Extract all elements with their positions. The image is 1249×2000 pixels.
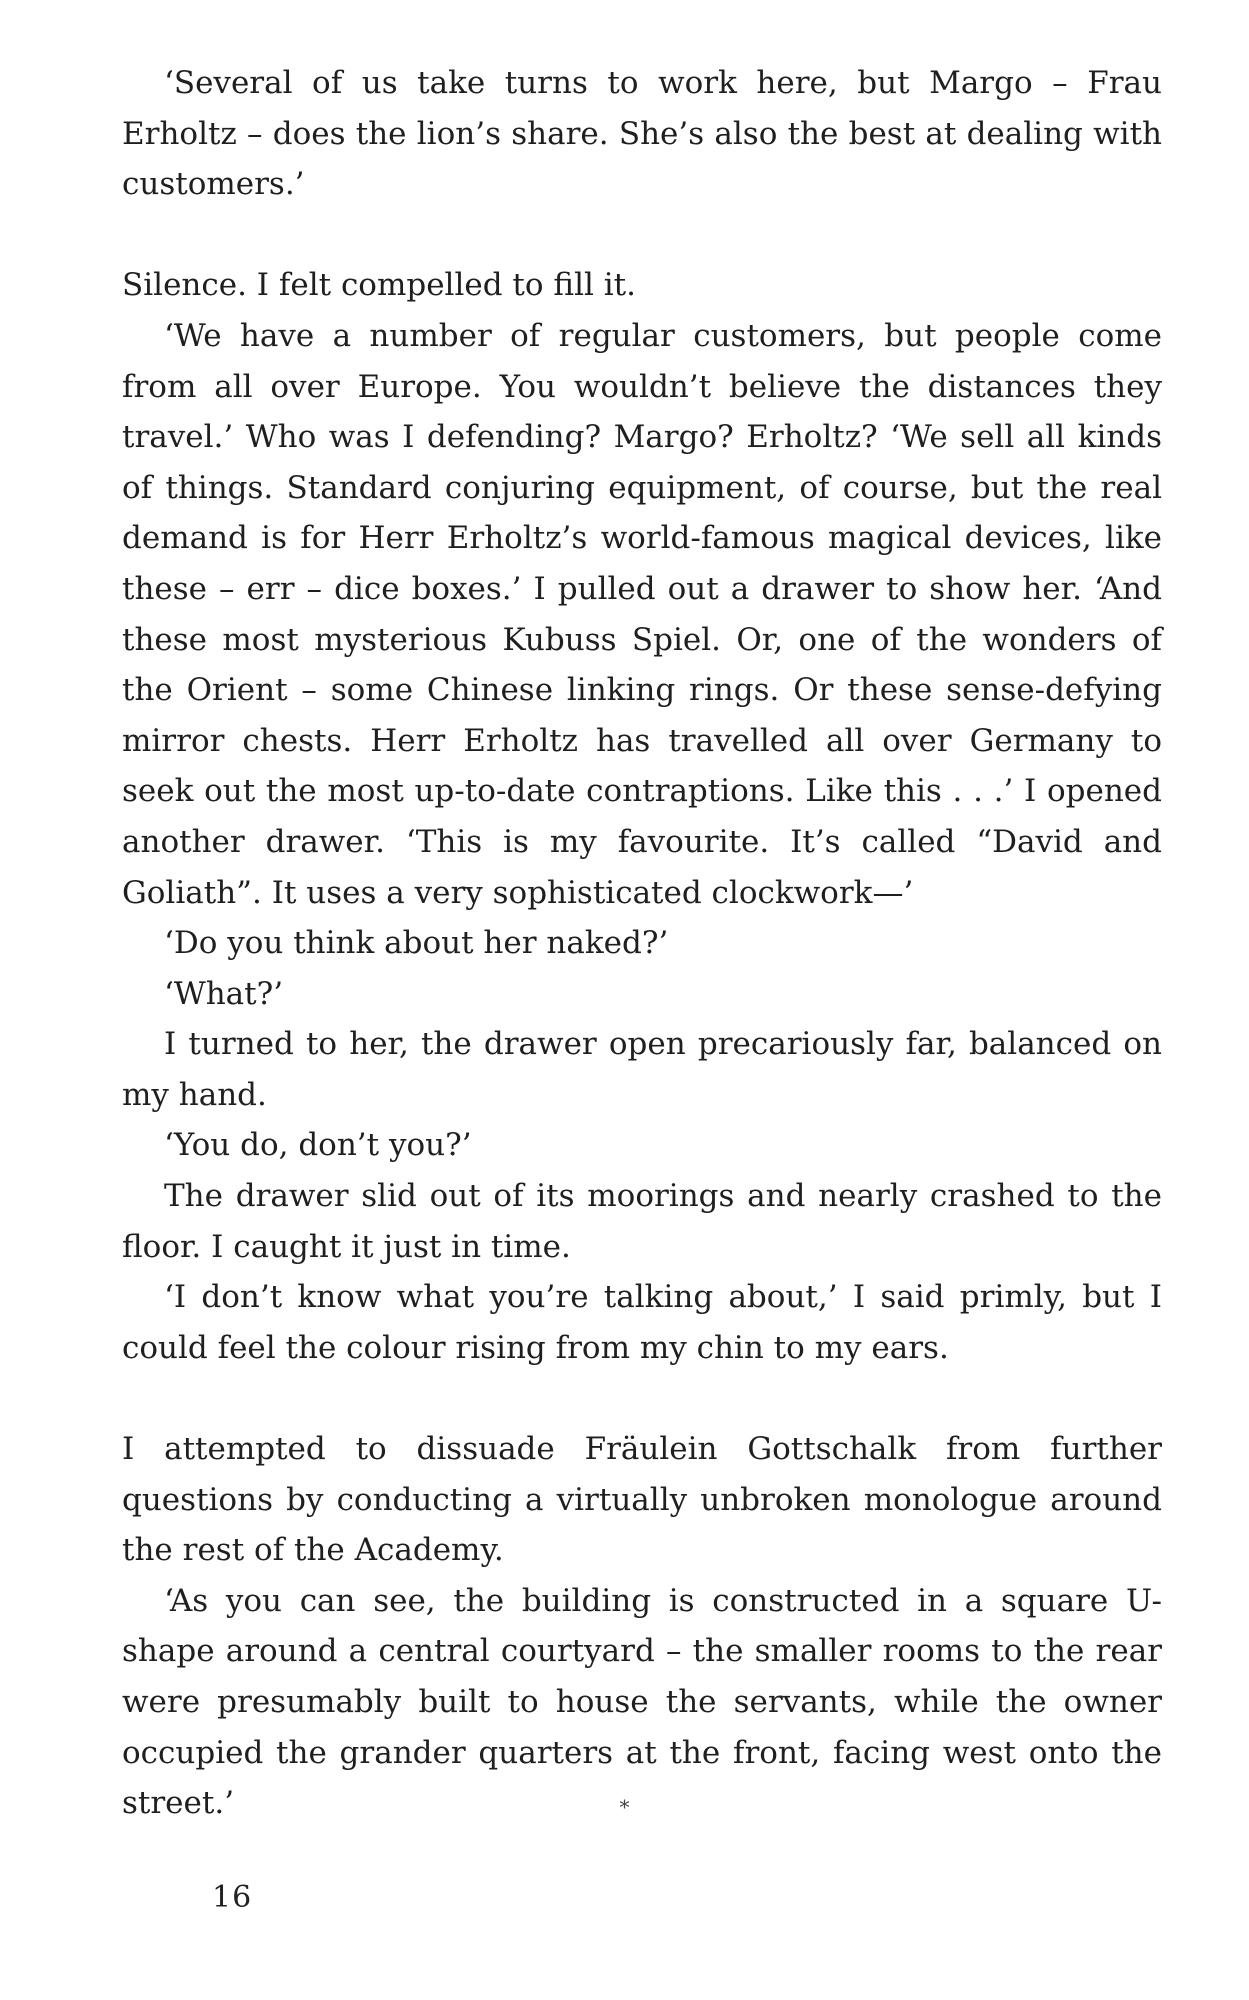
paragraph: ‘I don’t know what you’re talking about,’ I said primly, but I could feel the colour rising from my chin to my ears. <box>122 1279 1162 1366</box>
paragraph: Silence. I felt compelled to fill it. <box>122 267 636 304</box>
paragraph: I attempted to dissuade Fräulein Gottschalk from further questions by conducting a virtually unbroken monologue around the rest of the Academy. <box>122 1431 1162 1569</box>
paragraph: ‘What?’ <box>164 975 284 1012</box>
paragraph: ‘As you can see, the building is constructed in a square U-shape around a central courtyard – the smaller rooms to the rear were presumably built to house the servants, while the owner occupied the grander quarters at the front, facing west onto the street.’ <box>122 1582 1162 1822</box>
page-number: 16 <box>212 1880 253 1915</box>
paragraph: ‘Do you think about her naked?’ <box>164 925 669 962</box>
section-break-asterisk: * <box>619 1795 630 1819</box>
section-gap <box>122 1373 1162 1424</box>
paragraph: ‘We have a number of regular customers, but people come from all over Europe. You wouldn’t believe the distances they travel.’ Who was I defending? Margo? Erholtz? ‘We sell all kinds of things. Standard conjuring equipment, of course, but the real demand is for Herr Erholtz’s world-famous magical devices, like these – err – dice boxes.’ I pulled out a drawer to show her. ‘And these most mysterious Kubuss Spiel. Or, one of the wonders of the Orient – some Chinese linking rings. Or these sense-defying mirror chests. Herr Erholtz has travelled all over Germany to seek out the most up-to-date contraptions. Like this . . .’ I opened another drawer. ‘This is my favourite. It’s called “David and Goliath”. It uses a very sophisticated clockwork—’ <box>122 317 1162 911</box>
section-gap <box>122 210 1162 261</box>
paragraph: The drawer slid out of its moorings and nearly crashed to the floor. I caught it just in time. <box>122 1178 1162 1265</box>
paragraph: I turned to her, the drawer open precariously far, balanced on my hand. <box>122 1026 1162 1113</box>
paragraph: ‘Several of us take turns to work here, but Margo – Frau Erholtz – does the lion’s share. She’s also the best at dealing with customers.’ <box>122 65 1162 203</box>
paragraph: ‘You do, don’t you?’ <box>164 1127 472 1164</box>
body-text <box>122 58 1162 1829</box>
